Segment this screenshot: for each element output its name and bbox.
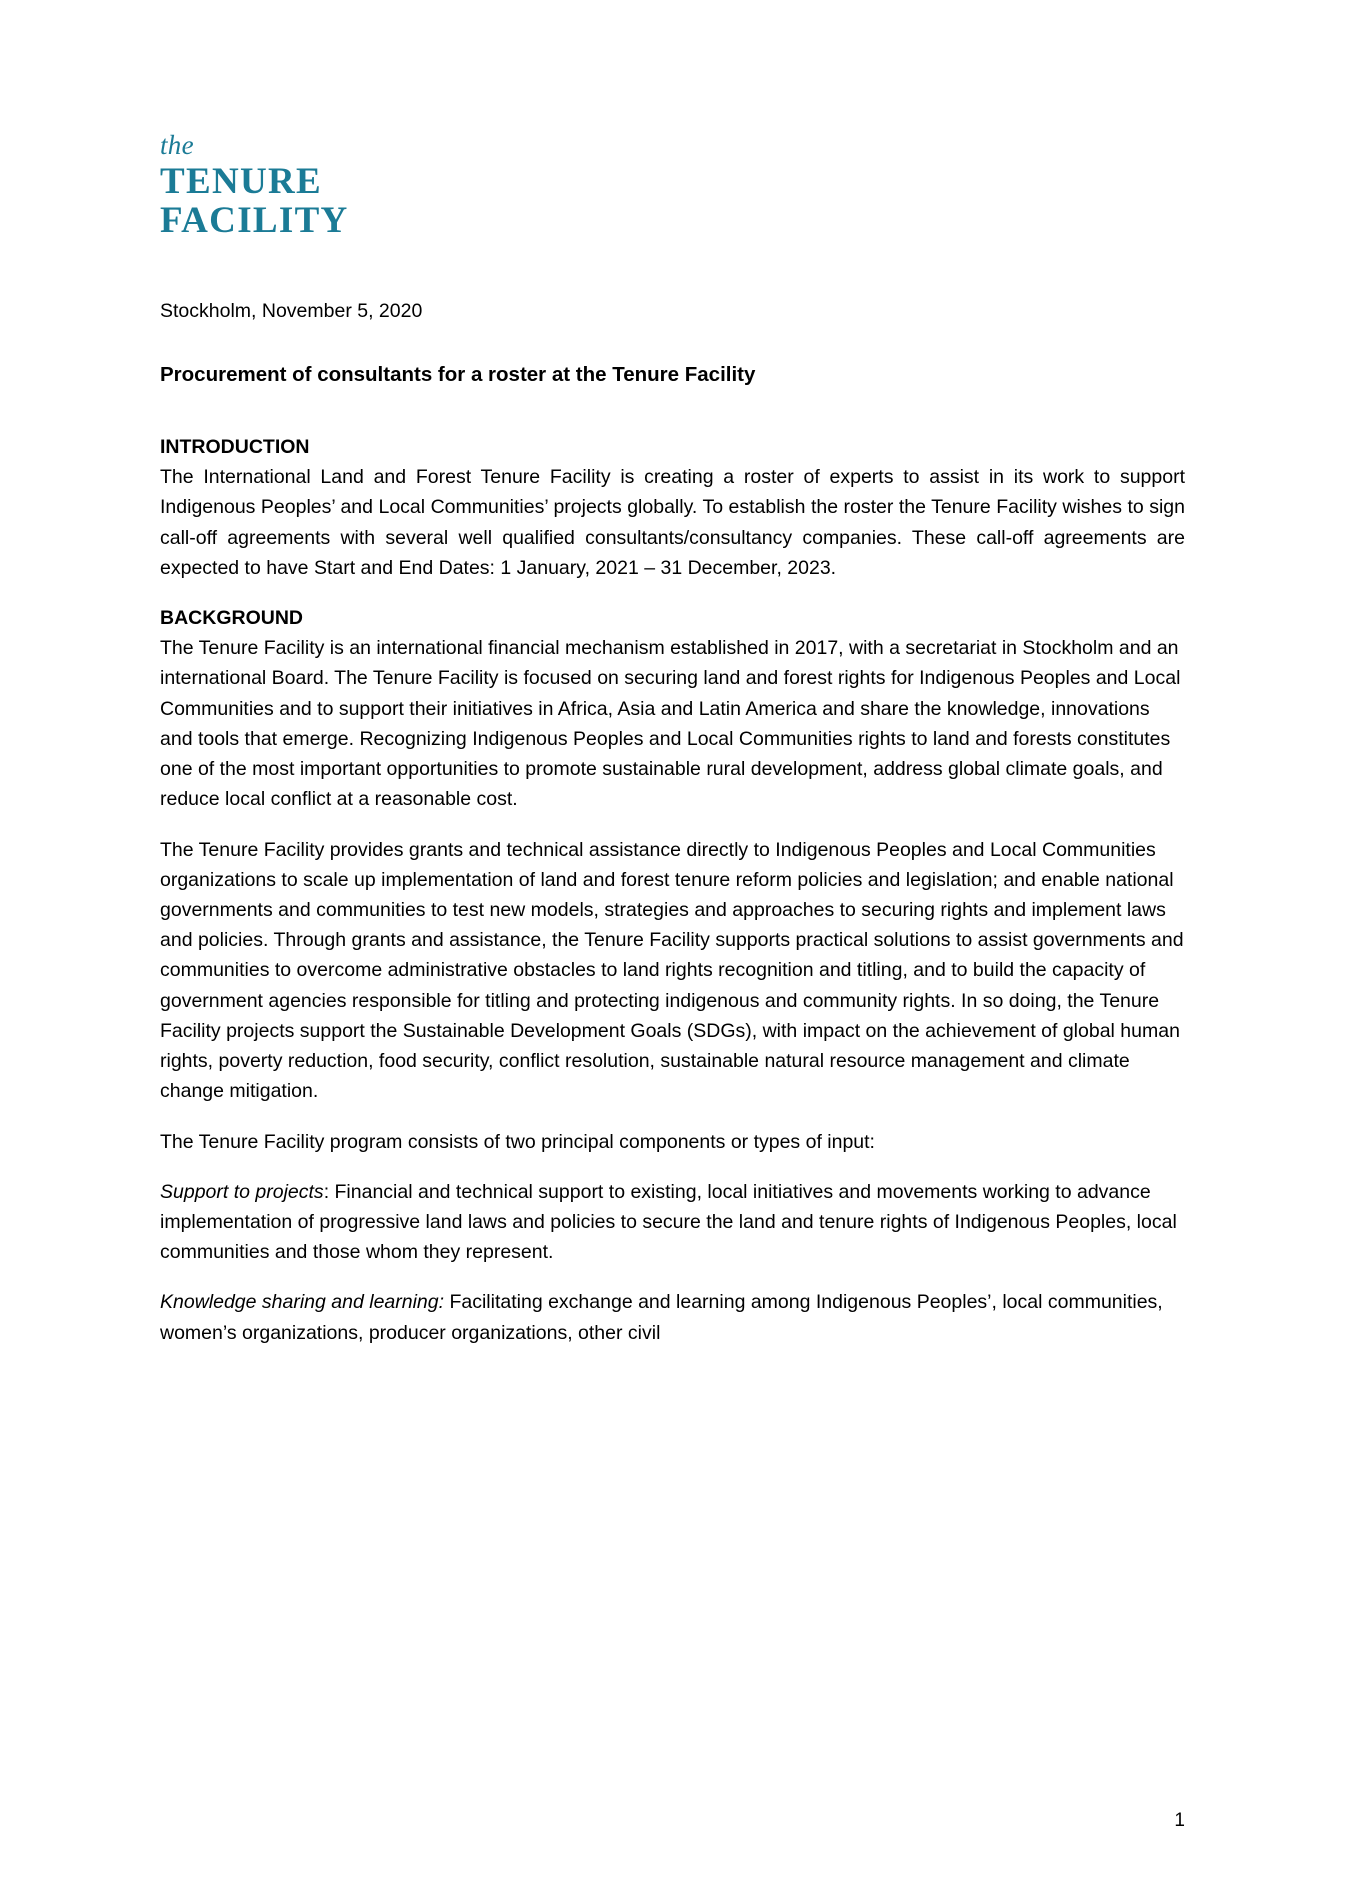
- page-number: 1: [1174, 1810, 1185, 1831]
- section-heading-background: BACKGROUND: [160, 607, 303, 630]
- paragraph-components-intro: The Tenure Facility program consists of two principal components or types of input:: [160, 1130, 875, 1153]
- component-label-support-to-projects: Support to projects: [160, 1180, 324, 1203]
- page-title: Procurement of consultants for a roster at the Tenure Facility: [160, 363, 756, 387]
- component-label-knowledge-sharing: Knowledge sharing and learning:: [160, 1291, 445, 1314]
- dateline: Stockholm, November 5, 2020: [160, 300, 423, 322]
- paragraph-component-support-to-projects: [160, 1177, 1185, 1268]
- paragraph-component-knowledge-sharing: [160, 1287, 1185, 1347]
- logo-text-tenure: TENURE: [160, 161, 322, 202]
- component-text-support-to-projects: : Financial and technical support to existing, local initiatives and movements working to advance implementation of progressive land laws and policies to secure the land and tenure rights of Indigenous Peoples, local communities and those whom they represent.: [160, 1180, 1177, 1264]
- section-background: [160, 603, 1185, 1107]
- section-introduction: [160, 432, 1185, 583]
- logo-text-facility: FACILITY: [160, 200, 349, 241]
- component-text-knowledge-sharing: Facilitating exchange and learning among Indigenous Peoples’, local communities, women’s organizations, producer organizations, other civil: [160, 1291, 1163, 1344]
- paragraph-introduction-1: The International Land and Forest Tenure Facility is creating a roster of experts to assist in its work to support Indigenous Peoples’ and Local Communities’ projects globally. To establish the roster the Tenure Facility wishes to sign call-off agreements with several well qualified consultants/consultancy companies. These call-off agreements are expected to have Start and End Dates: 1 January, 2021 – 31 December, 2023.: [160, 466, 1185, 579]
- paragraph-background-2: The Tenure Facility provides grants and technical assistance directly to Indigenous Peoples and Local Communities organizations to scale up implementation of land and forest tenure reform policies and legislation; and enable national governments and communities to test new models, strategies and approaches to securing rights and implement laws and policies. Through grants and assistance, the Tenure Facility supports practical solutions to assist governments and communities to overcome administrative obstacles to land rights recognition and titling, and to build the capacity of government agencies responsible for titling and protecting indigenous and community rights. In so doing, the Tenure Facility projects support the Sustainable Development Goals (SDGs), with impact on the achievement of global human rights, poverty reduction, food security, conflict resolution, sustainable natural resource management and climate change mitigation.: [160, 838, 1184, 1103]
- logo-text-the: the: [160, 130, 194, 160]
- tenure-facility-logo: [160, 132, 1185, 239]
- paragraph-background-1: The Tenure Facility is an international financial mechanism established in 2017, with a secretariat in Stockholm and an international Board. The Tenure Facility is focused on securing land and forest rights for Indigenous Peoples and Local Communities and to support their initiatives in Africa, Asia and Latin America and share the knowledge, innovations and tools that emerge. Recognizing Indigenous Peoples and Local Communities rights to land and forests constitutes one of the most important opportunities to promote sustainable rural development, address global climate goals, and reduce local conflict at a reasonable cost.: [160, 637, 1181, 811]
- section-components: [160, 1127, 1185, 1348]
- section-heading-introduction: INTRODUCTION: [160, 435, 310, 458]
